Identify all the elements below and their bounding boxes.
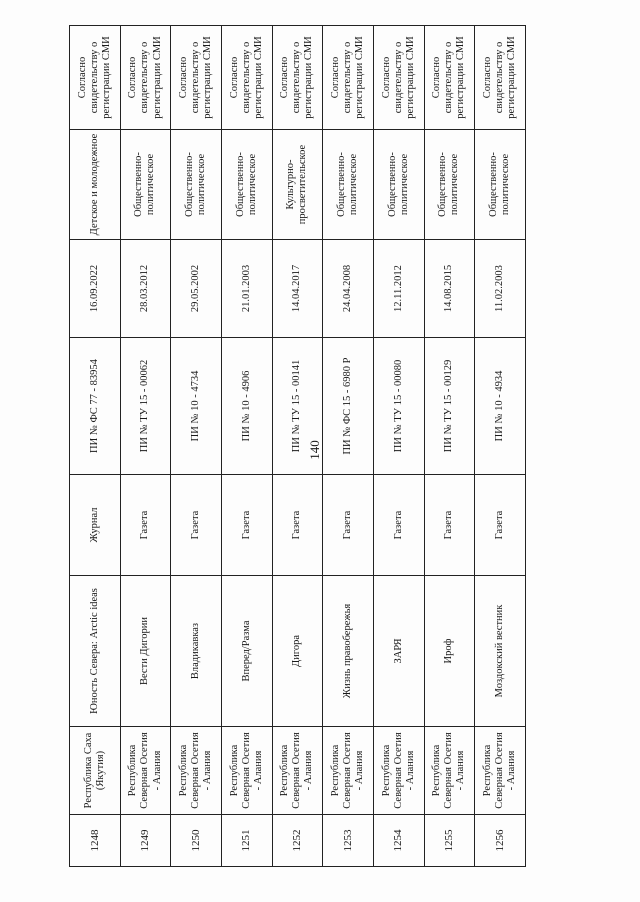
media-name-cell: Моздокский вестник [475,576,526,727]
registration-date-cell: 21.01.2003 [221,240,272,338]
region-cell: Республика Северная Осетия - Алания [475,727,526,815]
region-cell: Республика Северная Осетия - Алания [373,727,424,815]
media-form-cell: Газета [171,475,222,576]
basis-cell: Согласно свидетельству о регистрации СМИ [171,26,222,130]
topic-cell: Общественно-политическое [323,130,374,240]
topic-cell: Общественно-политическое [120,130,171,240]
registration-number-cell: ПИ № ТУ 15 - 00080 [373,338,424,475]
region-cell: Республика Северная Осетия - Алания [424,727,475,815]
registration-number-cell: ПИ № ФС 15 - 6980 Р [323,338,374,475]
basis-cell: Согласно свидетельству о регистрации СМИ [221,26,272,130]
media-registry-table [69,25,526,867]
basis-cell: Согласно свидетельству о регистрации СМИ [475,26,526,130]
registration-number-cell: ПИ № 10 - 4906 [221,338,272,475]
basis-cell: Согласно свидетельству о регистрации СМИ [373,26,424,130]
topic-cell: Общественно-политическое [221,130,272,240]
topic-cell: Общественно-политическое [424,130,475,240]
topic-cell: Детское и молодежное [70,130,121,240]
registration-date-cell: 24.04.2008 [323,240,374,338]
media-name-cell: Юность Севера: Arctic ideas [70,576,121,727]
table-row [171,26,222,867]
media-name-cell: Ироф [424,576,475,727]
media-form-cell: Газета [221,475,272,576]
basis-cell: Согласно свидетельству о регистрации СМИ [323,26,374,130]
row-number: 1249 [120,815,171,867]
basis-cell: Согласно свидетельству о регистрации СМИ [120,26,171,130]
media-form-cell: Газета [475,475,526,576]
region-cell: Республика Северная Осетия - Алания [120,727,171,815]
topic-cell: Общественно-политическое [475,130,526,240]
region-cell: Республика Северная Осетия - Алания [171,727,222,815]
row-number: 1255 [424,815,475,867]
registration-date-cell: 16.09.2022 [70,240,121,338]
registration-date-cell: 14.08.2015 [424,240,475,338]
topic-cell: Общественно-политическое [373,130,424,240]
table-row [120,26,171,867]
topic-cell: Культурно-просветительское [272,130,323,240]
media-name-cell: Владикавказ [171,576,222,727]
registration-number-cell: ПИ № 10 - 4934 [475,338,526,475]
registration-number-cell: ПИ № ТУ 15 - 00062 [120,338,171,475]
table-row [221,26,272,867]
row-number: 1256 [475,815,526,867]
media-name-cell: Вести Дигории [120,576,171,727]
region-cell: Республика Саха (Якутия) [70,727,121,815]
row-number: 1254 [373,815,424,867]
row-number: 1253 [323,815,374,867]
media-name-cell: ЗАРЯ [373,576,424,727]
registration-date-cell: 29.05.2002 [171,240,222,338]
basis-cell: Согласно свидетельству о регистрации СМИ [424,26,475,130]
media-form-cell: Газета [120,475,171,576]
registration-date-cell: 12.11.2012 [373,240,424,338]
region-cell: Республика Северная Осетия - Алания [323,727,374,815]
table-row [323,26,374,867]
registration-number-cell: ПИ № ТУ 15 - 00129 [424,338,475,475]
media-name-cell: Жизнь правобережья [323,576,374,727]
table-row [272,26,323,867]
table-body [70,26,526,867]
table-row [70,26,121,867]
region-cell: Республика Северная Осетия - Алания [221,727,272,815]
row-number: 1248 [70,815,121,867]
media-form-cell: Газета [323,475,374,576]
registration-date-cell: 14.04.2017 [272,240,323,338]
table-row [424,26,475,867]
media-name-cell: Дигора [272,576,323,727]
row-number: 1250 [171,815,222,867]
table-row [475,26,526,867]
media-form-cell: Газета [272,475,323,576]
table-row [373,26,424,867]
media-form-cell: Газета [424,475,475,576]
region-cell: Республика Северная Осетия - Алания [272,727,323,815]
topic-cell: Общественно-политическое [171,130,222,240]
registration-date-cell: 11.02.2003 [475,240,526,338]
media-form-cell: Журнал [70,475,121,576]
page-number: 140 [307,440,322,460]
row-number: 1251 [221,815,272,867]
basis-cell: Согласно свидетельству о регистрации СМИ [70,26,121,130]
media-name-cell: Вперед/Разма [221,576,272,727]
registry-table-wrapper [69,26,526,867]
media-form-cell: Газета [373,475,424,576]
registration-number-cell: ПИ № 10 - 4734 [171,338,222,475]
registration-number-cell: ПИ № ФС 77 - 83954 [70,338,121,475]
registration-number-cell: ПИ № ТУ 15 - 00141 [272,338,323,475]
row-number: 1252 [272,815,323,867]
basis-cell: Согласно свидетельству о регистрации СМИ [272,26,323,130]
registration-date-cell: 28.03.2012 [120,240,171,338]
